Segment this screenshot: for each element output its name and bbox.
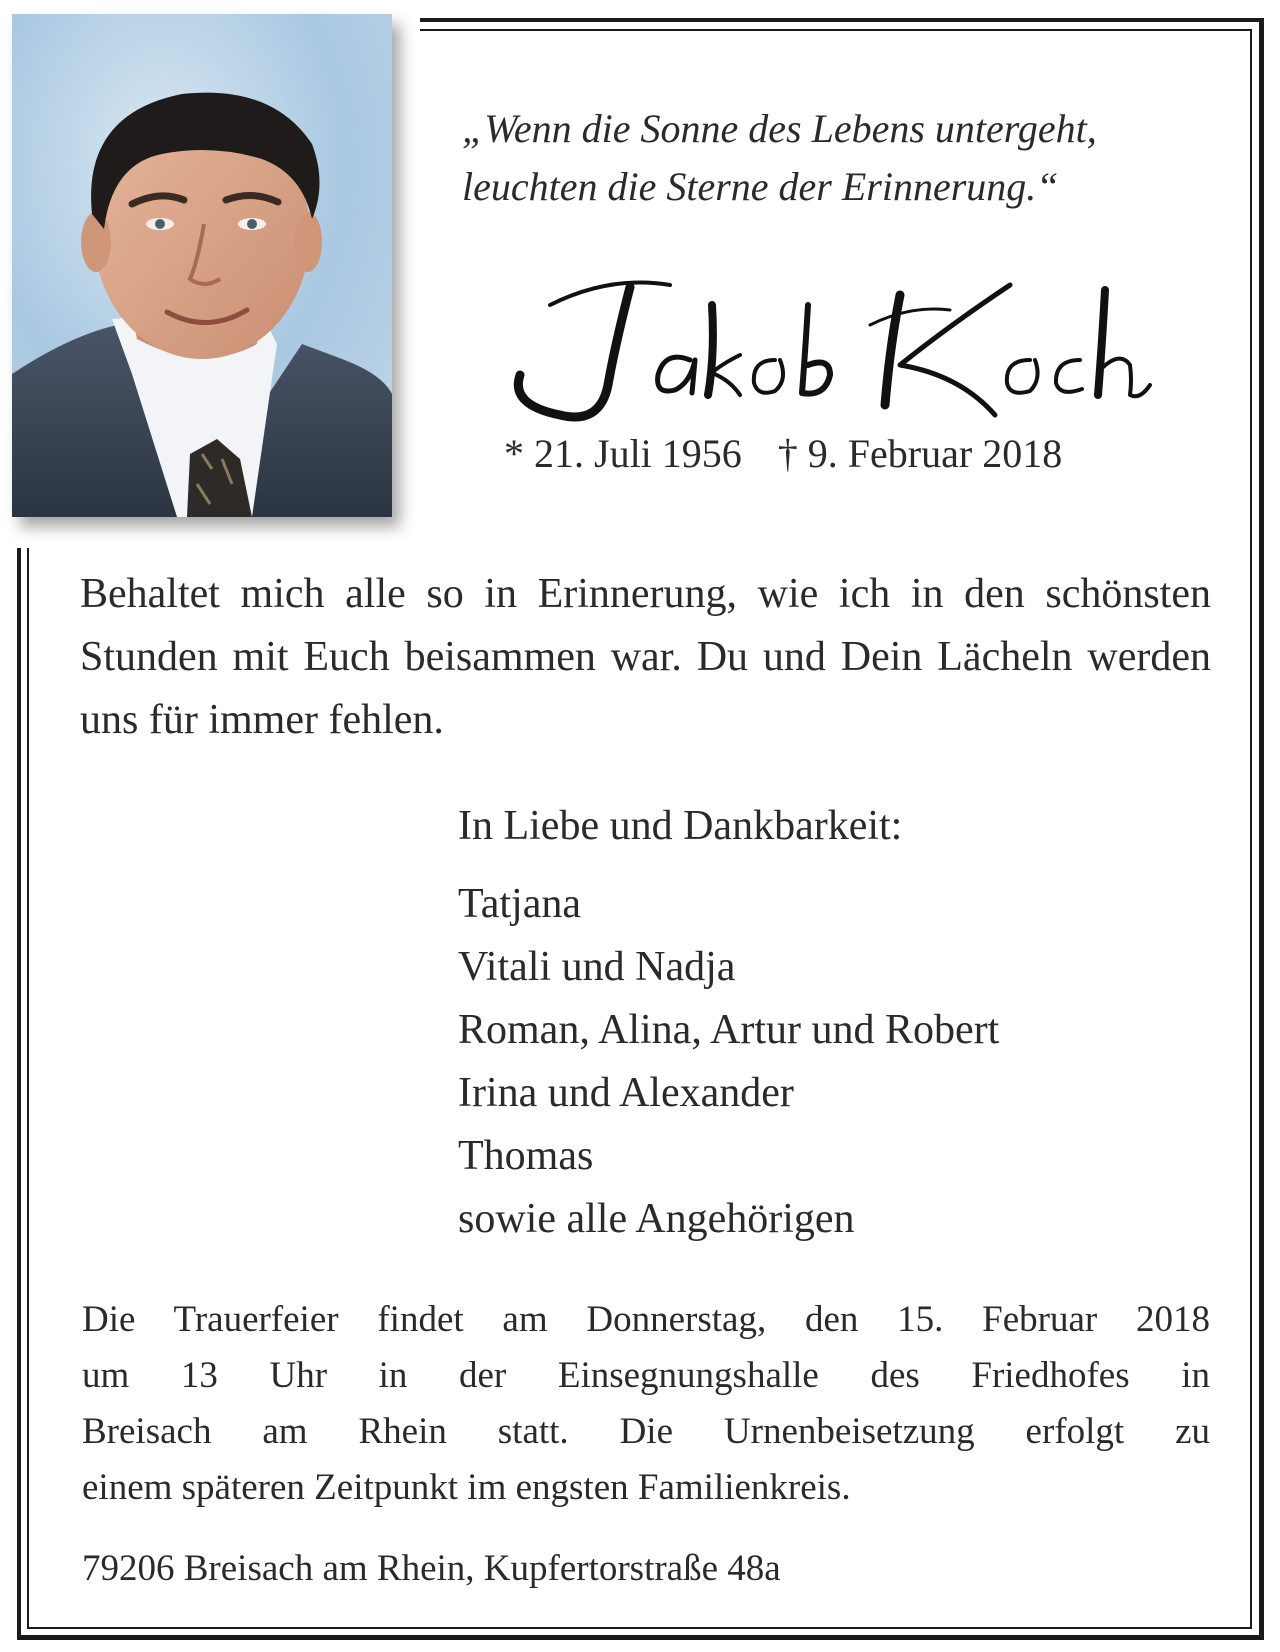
family-member: Roman, Alina, Artur und Robert	[458, 1007, 1000, 1053]
birth-date: * 21. Juli 1956	[504, 431, 742, 476]
ceremony-line: einem späteren Zeitpunkt im engsten Familienkreis.	[82, 1467, 851, 1508]
script-name-graphic	[490, 265, 1210, 435]
quote-line: „Wenn die Sonne des Lebens untergeht,	[462, 106, 1097, 151]
quote-line: leuchten die Sterne der Erinnerung.“	[462, 164, 1059, 209]
death-date: † 9. Februar 2018	[777, 431, 1063, 476]
ceremony-line: um 13 Uhr in der Einsegnungshalle des Friedhofes in	[82, 1355, 1210, 1396]
family-address: 79206 Breisach am Rhein, Kupfertorstraße 48a	[82, 1548, 781, 1589]
signoff: In Liebe und Dankbarkeit:	[458, 803, 903, 849]
portrait-photo	[12, 14, 392, 517]
ceremony-line: Die Trauerfeier findet am Donnerstag, den 15. Februar 2018	[82, 1299, 1210, 1340]
life-dates	[504, 430, 1062, 477]
ceremony-line: Breisach am Rhein statt. Die Urnenbeisetzung erfolgt zu	[82, 1411, 1210, 1452]
portrait-illustration	[12, 14, 392, 517]
memorial-quote	[462, 100, 1242, 216]
family-member: sowie alle Angehörigen	[458, 1196, 855, 1242]
deceased-name-signature	[490, 265, 1210, 435]
memorial-message: Behaltet mich alle so in Erinnerung, wie ich in den schönsten Stunden mit Euch beisammen war. Du und Dein Lächeln werden uns für immer fehlen.	[80, 571, 1211, 743]
family-member: Thomas	[458, 1133, 594, 1179]
family-member: Vitali und Nadja	[458, 944, 736, 990]
ceremony-notice	[82, 1292, 1210, 1516]
family-member: Tatjana	[458, 881, 581, 927]
portrait-area	[0, 0, 420, 548]
family-list	[458, 873, 999, 1251]
family-member: Irina und Alexander	[458, 1070, 794, 1116]
